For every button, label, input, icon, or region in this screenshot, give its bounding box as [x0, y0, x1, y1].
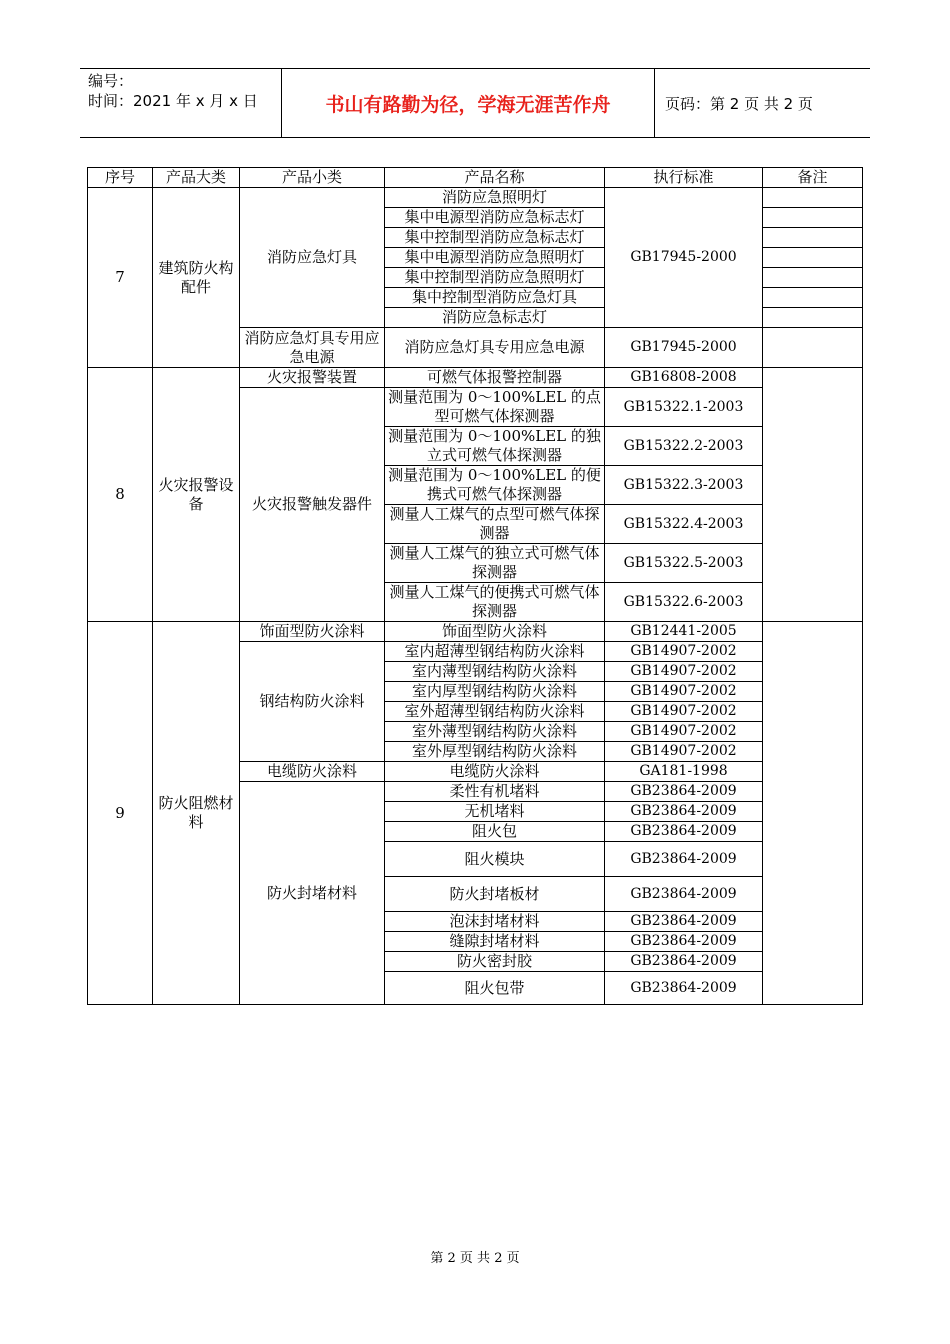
product-name-cell: 阻火模块	[385, 842, 605, 877]
table-header-row	[88, 168, 863, 188]
standard-cell: GB14907-2002	[605, 662, 763, 682]
standard-cell: GB23864-2009	[605, 782, 763, 802]
standard-cell: GB14907-2002	[605, 682, 763, 702]
product-name-cell: 集中控制型消防应急照明灯	[385, 268, 605, 288]
product-name-cell: 室外薄型钢结构防火涂料	[385, 722, 605, 742]
product-name-cell: 测量人工煤气的点型可燃气体探测器	[385, 505, 605, 544]
standard-cell: GB23864-2009	[605, 877, 763, 912]
product-name-cell: 泡沫封堵材料	[385, 912, 605, 932]
category-cell: 防火阻燃材料	[153, 622, 240, 1005]
header-meta	[80, 69, 282, 137]
date-text: 时间：2021 年 x 月 x 日	[88, 92, 258, 110]
product-name-cell: 集中电源型消防应急照明灯	[385, 248, 605, 268]
product-name-cell: 室内厚型钢结构防火涂料	[385, 682, 605, 702]
category-cell: 火灾报警设备	[153, 368, 240, 622]
standard-cell: GB23864-2009	[605, 952, 763, 972]
remarks-cell	[763, 328, 863, 368]
standard-cell: GB14907-2002	[605, 702, 763, 722]
product-name-cell: 阻火包带	[385, 972, 605, 1005]
standard-cell: GB15322.1-2003	[605, 388, 763, 427]
product-name-cell: 测量范围为 0～100%LEL 的便携式可燃气体探测器	[385, 466, 605, 505]
product-name-cell: 测量范围为 0～100%LEL 的独立式可燃气体探测器	[385, 427, 605, 466]
subcategory-cell: 电缆防火涂料	[240, 762, 385, 782]
standard-cell: GB23864-2009	[605, 912, 763, 932]
remarks-cell	[763, 622, 863, 1005]
product-name-cell: 集中控制型消防应急灯具	[385, 288, 605, 308]
standard-cell: GB23864-2009	[605, 802, 763, 822]
standard-cell: GB15322.4-2003	[605, 505, 763, 544]
standard-cell: GB12441-2005	[605, 622, 763, 642]
remarks-cell	[763, 188, 863, 208]
product-name-cell: 柔性有机堵料	[385, 782, 605, 802]
product-name-cell: 缝隙封堵材料	[385, 932, 605, 952]
col-header-product-name: 产品名称	[385, 168, 605, 188]
table-row	[88, 188, 863, 208]
standard-cell: GB23864-2009	[605, 822, 763, 842]
subcategory-cell: 消防应急灯具专用应急电源	[240, 328, 385, 368]
product-name-cell: 防火密封胶	[385, 952, 605, 972]
product-name-cell: 测量范围为 0～100%LEL 的点型可燃气体探测器	[385, 388, 605, 427]
product-name-cell: 饰面型防火涂料	[385, 622, 605, 642]
product-name-cell: 室内超薄型钢结构防火涂料	[385, 642, 605, 662]
product-name-cell: 室内薄型钢结构防火涂料	[385, 662, 605, 682]
product-name-cell: 集中控制型消防应急标志灯	[385, 228, 605, 248]
standard-cell: GB23864-2009	[605, 932, 763, 952]
category-cell: 建筑防火构配件	[153, 188, 240, 368]
header-page-info: 页码：第 2 页 共 2 页	[665, 94, 813, 113]
standard-cell: GB17945-2000	[605, 188, 763, 328]
subcategory-cell: 火灾报警触发器件	[240, 388, 385, 622]
page-footer: 第 2 页 共 2 页	[430, 1251, 520, 1266]
product-name-cell: 室外厚型钢结构防火涂料	[385, 742, 605, 762]
remarks-cell	[763, 208, 863, 228]
col-header-category: 产品大类	[153, 168, 240, 188]
standard-cell: GB16808-2008	[605, 368, 763, 388]
col-header-subcategory: 产品小类	[240, 168, 385, 188]
subcategory-cell: 火灾报警装置	[240, 368, 385, 388]
standard-cell: GB14907-2002	[605, 642, 763, 662]
remarks-cell	[763, 228, 863, 248]
seq-cell: 7	[88, 188, 153, 368]
product-name-cell: 防火封堵板材	[385, 877, 605, 912]
product-name-cell: 测量人工煤气的便携式可燃气体探测器	[385, 583, 605, 622]
remarks-cell	[763, 288, 863, 308]
product-name-cell: 集中电源型消防应急标志灯	[385, 208, 605, 228]
col-header-remarks: 备注	[763, 168, 863, 188]
product-name-cell: 消防应急灯具专用应急电源	[385, 328, 605, 368]
subcategory-cell: 防火封堵材料	[240, 782, 385, 1005]
remarks-cell	[763, 308, 863, 328]
seq-cell: 9	[88, 622, 153, 1005]
product-name-cell: 电缆防火涂料	[385, 762, 605, 782]
seq-cell: 8	[88, 368, 153, 622]
product-name-cell: 可燃气体报警控制器	[385, 368, 605, 388]
remarks-cell	[763, 368, 863, 622]
standard-cell: GB15322.5-2003	[605, 544, 763, 583]
subcategory-cell: 消防应急灯具	[240, 188, 385, 328]
standard-cell: GB17945-2000	[605, 328, 763, 368]
serial-label: 编号：	[88, 72, 134, 90]
document-header	[80, 68, 870, 138]
table-row	[88, 622, 863, 642]
table-row	[88, 368, 863, 388]
subcategory-cell: 饰面型防火涂料	[240, 622, 385, 642]
standard-cell: GB15322.2-2003	[605, 427, 763, 466]
product-name-cell: 消防应急照明灯	[385, 188, 605, 208]
product-standards-table	[87, 167, 863, 1005]
subcategory-cell: 钢结构防火涂料	[240, 642, 385, 762]
standard-cell: GB14907-2002	[605, 722, 763, 742]
product-name-cell: 阻火包	[385, 822, 605, 842]
standard-cell: GB15322.6-2003	[605, 583, 763, 622]
standard-cell: GA181-1998	[605, 762, 763, 782]
remarks-cell	[763, 248, 863, 268]
col-header-standard: 执行标准	[605, 168, 763, 188]
standard-cell: GB23864-2009	[605, 842, 763, 877]
product-name-cell: 无机堵料	[385, 802, 605, 822]
product-name-cell: 测量人工煤气的独立式可燃气体探测器	[385, 544, 605, 583]
product-name-cell: 消防应急标志灯	[385, 308, 605, 328]
col-header-seq: 序号	[88, 168, 153, 188]
standard-cell: GB23864-2009	[605, 972, 763, 1005]
product-name-cell: 室外超薄型钢结构防火涂料	[385, 702, 605, 722]
standard-cell: GB14907-2002	[605, 742, 763, 762]
standard-cell: GB15322.3-2003	[605, 466, 763, 505]
remarks-cell	[763, 268, 863, 288]
header-motto: 书山有路勤为径，学海无涯苦作舟	[282, 69, 655, 137]
